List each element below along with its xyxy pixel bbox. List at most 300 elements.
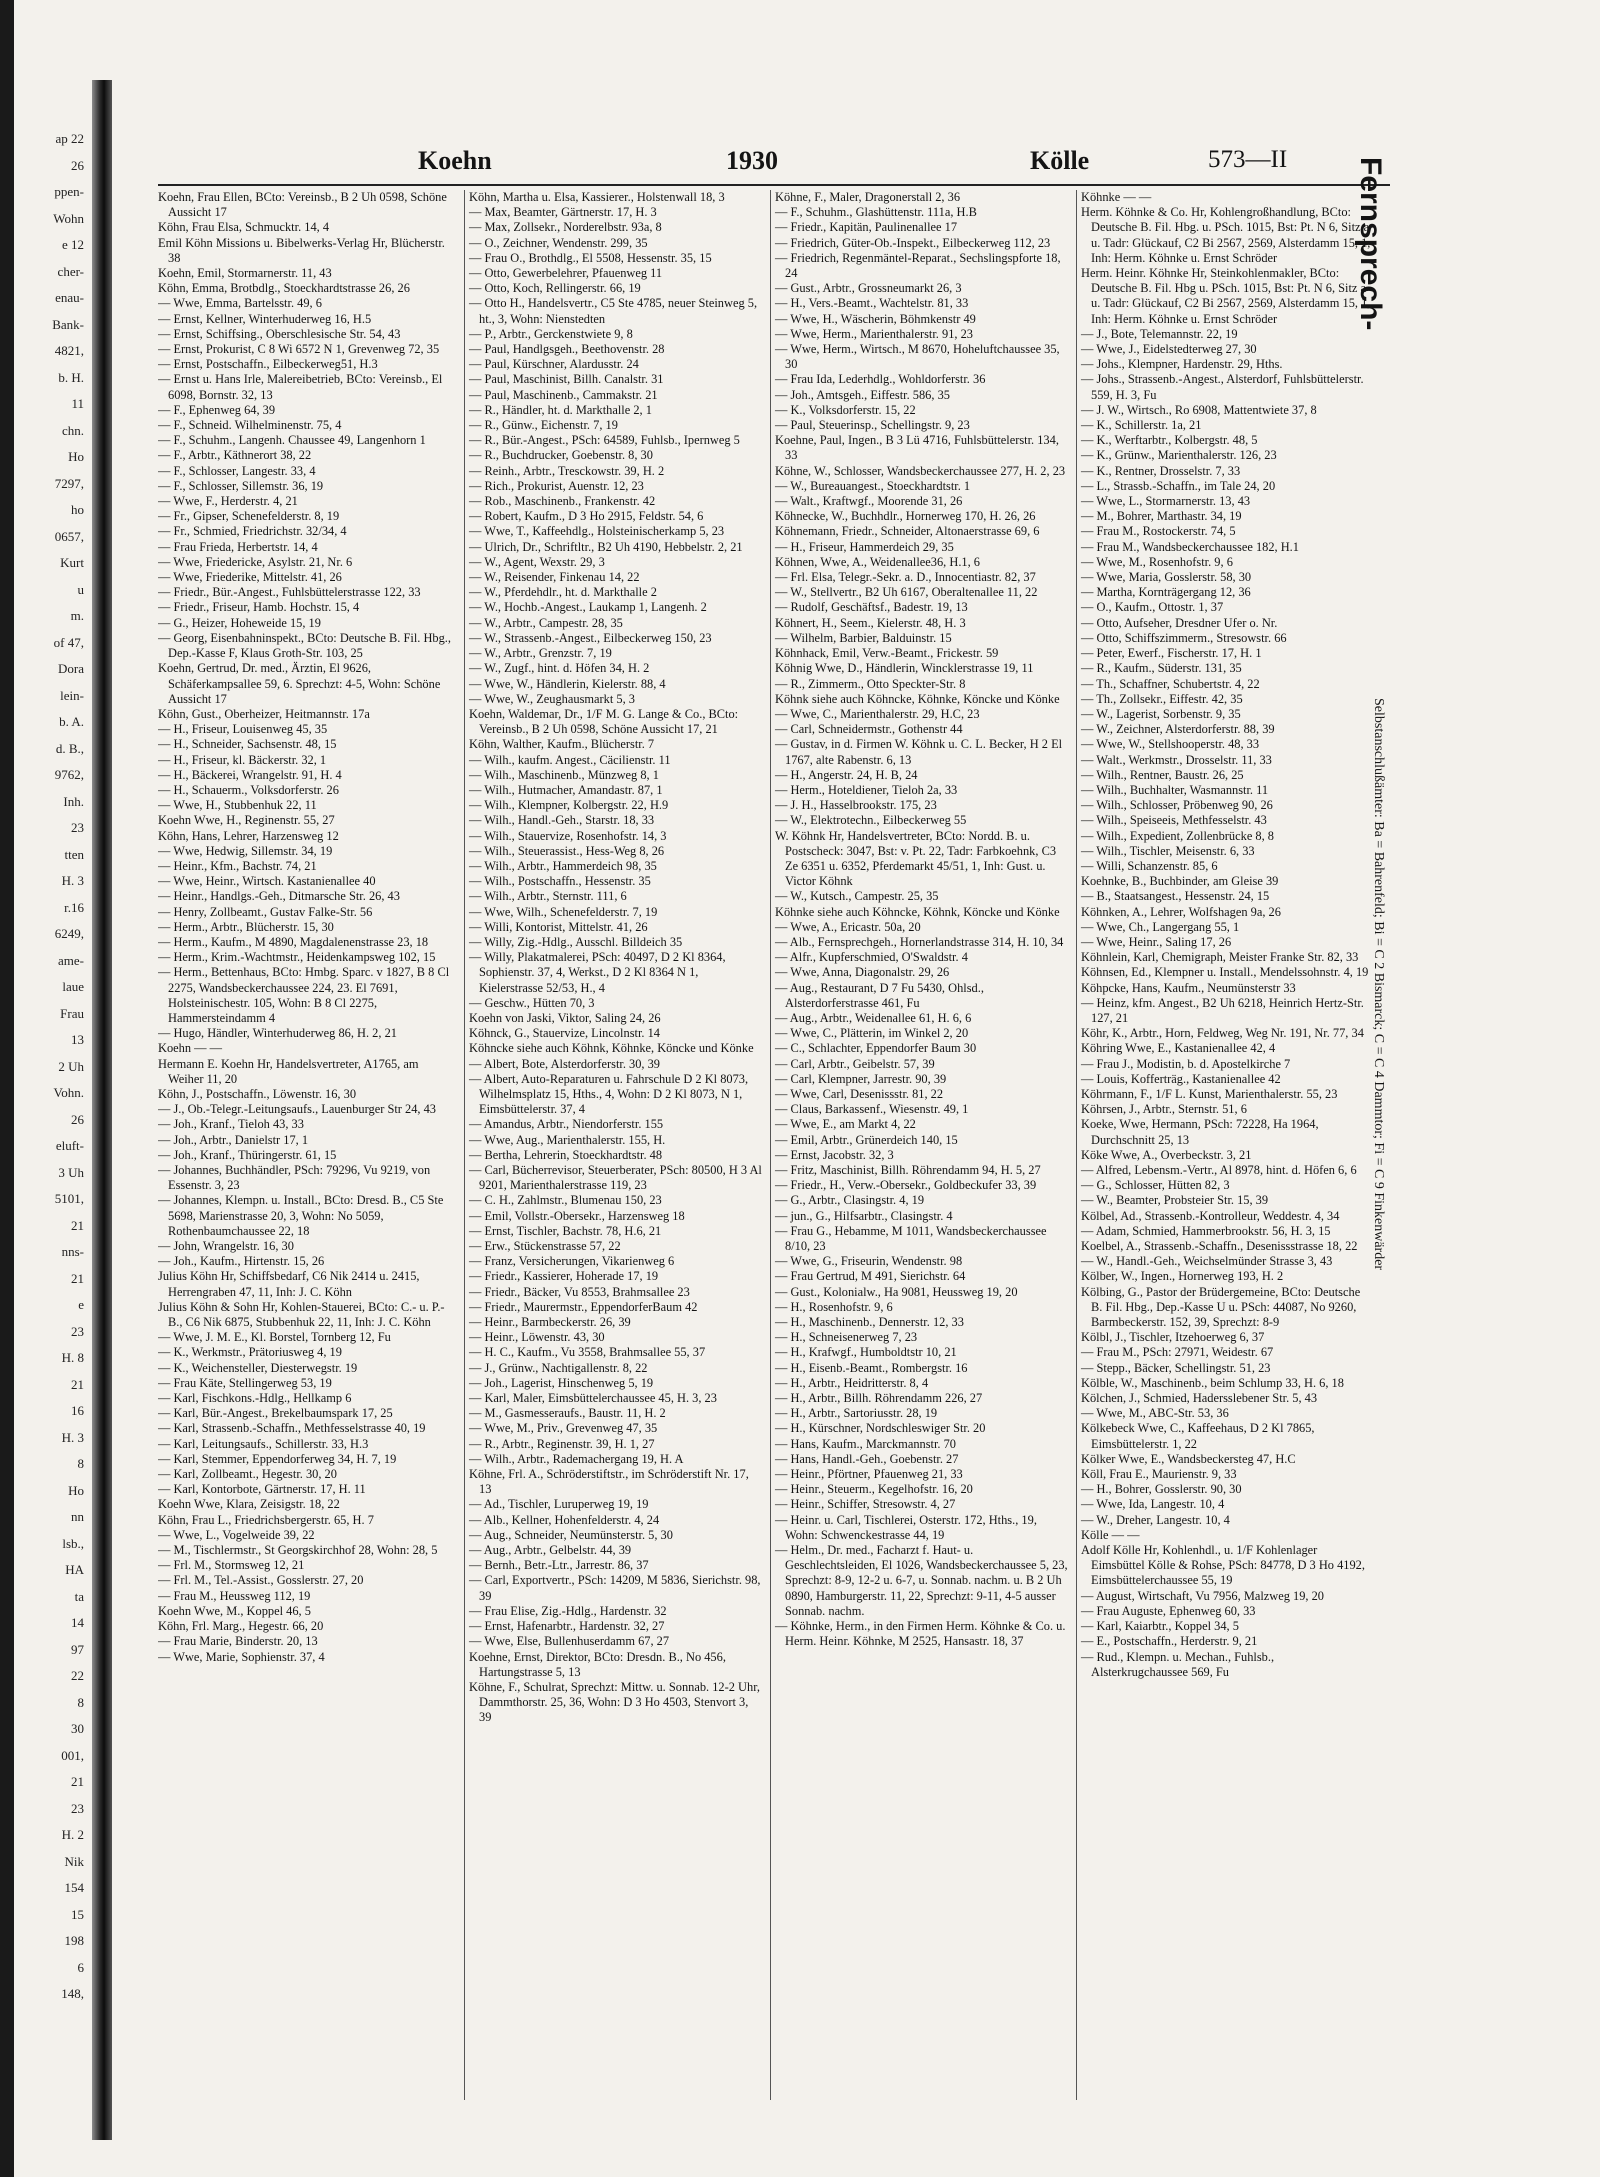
directory-entry: — J., Ob.-Telegr.-Leitungsaufs., Lauenburger Str 24, 43	[158, 1102, 436, 1117]
directory-entry: — W., Strassenb.-Angest., Eilbeckerweg 150, 23	[469, 630, 712, 645]
directory-entry: — G., Heizer, Hoheweide 15, 19	[158, 615, 321, 630]
page-number: 573—II	[1208, 146, 1288, 173]
directory-entry: — M., Bohrer, Marthastr. 34, 19	[1081, 509, 1242, 524]
directory-entry: Köll, Frau E., Maurienstr. 9, 33	[1081, 1467, 1237, 1482]
directory-entry: — H., Maschinenb., Dennerstr. 12, 33	[775, 1315, 964, 1330]
directory-entry: — Johs., Klempner, Hardenstr. 29, Hths.	[1081, 357, 1283, 372]
directory-entry: — Wwe, L., Vogelweide 39, 22	[158, 1527, 315, 1542]
directory-entry: — Ernst, Prokurist, C 8 Wi 6572 N 1, Grevenweg 72, 35	[158, 342, 440, 357]
directory-entry: — Wwe, Carl, Desenissstr. 81, 22	[775, 1086, 944, 1101]
directory-columns	[158, 190, 1390, 2100]
directory-entry: Kölbing, G., Pastor der Brüdergemeine, BCto: Deutsche B. Fil. Hbg., Dep.-Kasse U u. PSch: 44087, No 9260, Barmbeckerstr. 152, 39, Sprechzt: 8-9	[1081, 1284, 1361, 1330]
directory-entry: — Aug., Schneider, Neumünsterstr. 5, 30	[469, 1527, 673, 1542]
prev-page-line: Vohn.	[53, 1085, 84, 1100]
prev-page-line: ap 22	[55, 131, 84, 146]
directory-entry: — H., Vers.-Beamt., Wachtelstr. 81, 33	[775, 296, 969, 311]
directory-entry: — Herm., Bettenhaus, BCto: Hmbg. Sparc. v 1827, B 8 Cl 2275, Wandsbeckerchaussee 224, 23. El 7691, Holsteinischestr. 105, Wohn: B 8 Cl 2275, Hammersteindamm 4	[158, 965, 450, 1025]
directory-entry: Köhnig Wwe, D., Händlerin, Wincklerstrasse 19, 11	[775, 661, 1034, 676]
directory-entry: — R., Händler, ht. d. Markthalle 2, 1	[469, 402, 652, 417]
directory-entry: — Frau M., Rostockerstr. 74, 5	[1081, 524, 1236, 539]
directory-entry: — F., Schlosser, Langestr. 33, 4	[158, 463, 316, 478]
prev-page-line: 22	[71, 1668, 84, 1683]
directory-entry: — Paul, Maschinenb., Cammakstr. 21	[469, 387, 658, 402]
directory-entry: — Paul, Maschinist, Billh. Canalstr. 31	[469, 372, 664, 387]
directory-entry: — Wwe, M., Priv., Grevenweg 47, 35	[469, 1421, 658, 1436]
directory-entry: — Wwe, F., Herderstr. 4, 21	[158, 494, 298, 509]
directory-entry: — Karl, Kaiarbtr., Koppel 34, 5	[1081, 1619, 1239, 1634]
directory-entry: — August, Wirtschaft, Vu 7956, Malzweg 19, 20	[1081, 1588, 1324, 1603]
directory-entry: — Wwe, Maria, Gosslerstr. 58, 30	[1081, 570, 1252, 585]
directory-entry: — Friedr., Bäcker, Vu 8553, Brahmsallee 23	[469, 1284, 690, 1299]
prev-page-line: nn	[71, 1509, 84, 1524]
directory-entry: — H., Krafwgf., Humboldtstr 10, 21	[775, 1345, 957, 1360]
directory-entry: — Karl, Kontorbote, Gärtnerstr. 17, H. 11	[158, 1482, 366, 1497]
directory-entry: — Bertha, Lehrerin, Stoeckhardtstr. 48	[469, 1147, 663, 1162]
directory-entry: — Frau Marie, Binderstr. 20, 13	[158, 1634, 318, 1649]
directory-entry: — W., Hochb.-Angest., Laukamp 1, Langenh. 2	[469, 600, 707, 615]
directory-entry: — Walt., Kraftwgf., Moorende 31, 26	[775, 494, 963, 509]
directory-entry: — Wwe, Heinr., Saling 17, 26	[1081, 934, 1232, 949]
directory-entry: Emil Köhn Missions u. Bibelwerks-Verlag Hr, Blücherstr. 38	[158, 235, 445, 265]
directory-entry: Kölkebeck Wwe, C., Kaffeehaus, D 2 Kl 7865, Eimsbüttelerstr. 1, 22	[1081, 1421, 1315, 1451]
directory-entry: — Th., Zollsekr., Eiffestr. 42, 35	[1081, 691, 1243, 706]
directory-entry: — Wilh., Rentner, Baustr. 26, 25	[1081, 767, 1244, 782]
directory-entry: Kölker Wwe, E., Wandsbeckersteg 47, H.C	[1081, 1451, 1296, 1466]
directory-entry: — Wilh., Klempner, Kolbergstr. 22, H.9	[469, 798, 669, 813]
directory-entry: — Ernst u. Hans Irle, Malereibetrieb, BCto: Vereinsb., El 6098, Bornstr. 32, 13	[158, 372, 443, 402]
directory-entry: — H., Eisenb.-Beamt., Rombergstr. 16	[775, 1360, 968, 1375]
column-3	[770, 190, 1069, 2100]
directory-entry: Julius Köhn & Sohn Hr, Kohlen-Stauerei, BCto: C.- u. P.-B., C6 Nik 6875, Stubbenhuk 22, 11, Inh: J. C. Köhn	[158, 1299, 445, 1330]
prev-page-line: 0657,	[54, 528, 84, 544]
directory-entry: — Albert, Bote, Alsterdorferstr. 30, 39	[469, 1056, 660, 1071]
directory-entry: — Fr., Schmied, Friedrichstr. 32/34, 4	[158, 524, 347, 539]
directory-entry: Koehnke, B., Buchbinder, am Gleise 39	[1081, 874, 1279, 889]
directory-entry: — Friedr., Friseur, Hamb. Hochstr. 15, 4	[158, 600, 360, 615]
directory-entry: — Wilh., Expedient, Zollenbrücke 8, 8	[1081, 828, 1275, 843]
prev-page-line: 21	[71, 1270, 84, 1286]
directory-entry: Koehn Wwe, Klara, Zeisigstr. 18, 22	[158, 1497, 340, 1512]
directory-entry: — Johs., Strassenb.-Angest., Alsterdorf, Fuhlsbüttelerstr. 559, H. 3, Fu	[1081, 372, 1364, 402]
directory-entry: — Erw., Stückenstrasse 57, 22	[469, 1239, 621, 1254]
directory-entry: Köhncke siehe auch Köhnk, Köhnke, Köncke und Könke	[469, 1041, 754, 1056]
directory-entry: Kölbel, Ad., Strassenb.-Kontrolleur, Weddestr. 4, 34	[1081, 1208, 1340, 1223]
directory-entry: — Wwe, Hedwig, Sillemstr. 34, 19	[158, 843, 333, 858]
directory-entry: — O., Kaufm., Ottostr. 1, 37	[1081, 600, 1224, 615]
directory-entry: — Helm., Dr. med., Facharzt f. Haut- u. Geschlechtsleiden, El 1026, Wandsbeckerchaussee 5, 23, Sprechzt: 8-9, 12-2 u. 6-7, u. Sonnab. nachm. u. B 2 Uh 0890, Hamburgerstr. 11, 22, Sprechzt: 9-11, 4-5 ausser Sonnab. nachm.	[775, 1543, 1068, 1618]
directory-entry: — Frl. Elsa, Telegr.-Sekr. a. D., Innocentiastr. 82, 37	[775, 570, 1036, 585]
directory-entry: — Heinr. u. Carl, Tischlerei, Osterstr. 172, Hths., 19, Wohn: Schwenckestrasse 44, 19	[775, 1512, 1037, 1542]
directory-entry: — Wwe, W., Zeughausmarkt 5, 3	[469, 691, 635, 706]
directory-entry: — Rich., Prokurist, Auenstr. 12, 23	[469, 478, 644, 493]
directory-entry: — Emil, Vollstr.-Obersekr., Harzensweg 18	[469, 1208, 685, 1223]
directory-entry: — Wwe, H., Stubbenhuk 22, 11	[158, 798, 317, 813]
prev-page-line: H. 3	[61, 1429, 84, 1445]
directory-entry: — Joh., Kaufm., Hirtenstr. 15, 26	[158, 1254, 325, 1269]
prev-page-line: Bank-	[52, 316, 84, 332]
directory-entry: — W., Stellvertr., B2 Uh 6167, Oberaltenallee 11, 22	[775, 585, 1038, 600]
directory-entry: — M., Tischlermstr., St Georgskirchhof 28, Wohn: 28, 5	[158, 1543, 438, 1558]
prev-page-line: ta	[74, 1588, 84, 1604]
directory-entry: — G., Schlosser, Hütten 82, 3	[1081, 1178, 1230, 1193]
directory-entry: — W., Elektrotechn., Eilbeckerweg 55	[775, 813, 967, 828]
directory-entry: — Friedrich, Güter-Ob.-Inspekt., Eilbeckerweg 112, 23	[775, 235, 1051, 250]
directory-entry: Köhnlein, Karl, Chemigraph, Meister Franke Str. 82, 33	[1081, 950, 1359, 965]
directory-entry: — Carl, Schneidermstr., Gothenstr 44	[775, 722, 963, 737]
directory-entry: — Bernh., Betr.-Ltr., Jarrestr. 86, 37	[469, 1558, 649, 1573]
directory-entry: — W., Arbtr., Campestr. 28, 35	[469, 615, 623, 630]
directory-entry: — Geschw., Hütten 70, 3	[469, 995, 595, 1010]
directory-entry: — W., Handl.-Geh., Weichselmünder Strasse 3, 43	[1081, 1254, 1333, 1269]
side-margin-label	[1350, 157, 1400, 2090]
directory-entry: — W., Reisender, Finkenau 14, 22	[469, 570, 640, 585]
prev-page-line: tten	[64, 846, 84, 862]
directory-entry: — Wwe, G., Friseurin, Wendenstr. 98	[775, 1254, 963, 1269]
directory-entry: — Emil, Arbtr., Grünerdeich 140, 15	[775, 1132, 958, 1147]
directory-entry: — J., Grünw., Nachtigallenstr. 8, 22	[469, 1360, 648, 1375]
header-year: 1930	[726, 146, 778, 175]
directory-entry: — K., Rentner, Drosselstr. 7, 33	[1081, 463, 1241, 478]
directory-entry: — Aug., Arbtr., Weidenallee 61, H. 6, 6	[775, 1010, 972, 1025]
directory-entry: — B., Staatsangest., Hessenstr. 24, 15	[1081, 889, 1270, 904]
directory-entry: — H., Arbtr., Heidritterstr. 8, 4	[775, 1375, 929, 1390]
side-legend: Selbstanschlußämter: Ba = Bahrenfeld; Bi = C 2 Bismarck; C = C 4 Dammtor; Fi = C 9 Finkenwärder	[1371, 698, 1386, 1271]
directory-entry: — Ad., Tischler, Luruperweg 19, 19	[469, 1497, 649, 1512]
directory-entry: — Fritz, Maschinist, Billh. Röhrendamm 94, H. 5, 27	[775, 1163, 1041, 1177]
directory-entry: — W., Pferdehdlr., ht. d. Markthalle 2	[469, 585, 657, 600]
directory-entry: — K., Grünw., Marienthalerstr. 126, 23	[1081, 448, 1277, 463]
directory-entry: Köhrmann, F., 1/F L. Kunst, Marienthalerstr. 55, 23	[1081, 1086, 1338, 1101]
directory-entry: — Karl, Zollbeamt., Hegestr. 30, 20	[158, 1467, 337, 1482]
prev-page-line: Ho	[68, 1482, 84, 1498]
directory-entry: Köhnk siehe auch Köhncke, Köhnke, Köncke und Könke	[775, 691, 1060, 706]
directory-entry: — jun., G., Hilfsarbtr., Clasingstr. 4	[775, 1208, 953, 1223]
directory-entry: Koehn, Frau Ellen, BCto: Vereinsb., B 2 Uh 0598, Schöne Aussicht 17	[158, 190, 447, 220]
directory-entry: — Peter, Ewerf., Fischerstr. 17, H. 1	[1081, 646, 1262, 661]
prev-page-line: 198	[64, 1933, 84, 1948]
prev-page-line: r.16	[64, 899, 84, 915]
prev-page-line: 8	[77, 1694, 84, 1710]
directory-entry: — Wilh., Maschinenb., Münzweg 8, 1	[469, 767, 659, 782]
directory-entry: Koehn, Emil, Stormarnerstr. 11, 43	[158, 266, 332, 281]
directory-entry: — Carl, Exportvertr., PSch: 14209, M 5836, Sierichstr. 98, 39	[469, 1573, 761, 1603]
prev-page-line: 15	[71, 1906, 84, 1922]
prev-page-line: 9762,	[54, 767, 84, 782]
directory-page	[118, 120, 1400, 2150]
directory-entry: — G., Arbtr., Clasingstr. 4, 19	[775, 1193, 925, 1208]
prev-page-line: 26	[71, 157, 84, 173]
directory-entry: Köhring Wwe, E., Kastanienallee 42, 4	[1081, 1041, 1276, 1056]
directory-entry: Köhne, W., Schlosser, Wandsbeckerchaussee 277, H. 2, 23	[775, 463, 1066, 478]
directory-entry: Köhn, Hans, Lehrer, Harzensweg 12	[158, 828, 339, 843]
prev-page-line: 8	[77, 1456, 84, 1471]
prev-page-line: ppen-	[54, 184, 84, 199]
directory-entry: Köhnhack, Emil, Verw.-Beamt., Frickestr. 59	[775, 646, 999, 661]
prev-page-line: HA	[65, 1562, 84, 1577]
directory-entry: — P., Arbtr., Gerckenstwiete 9, 8	[469, 326, 633, 341]
directory-entry: — H., Rosenhofstr. 9, 6	[775, 1299, 893, 1314]
prev-page-line: 21	[71, 1774, 84, 1789]
directory-entry: — Aug., Restaurant, D 7 Fu 5430, Ohlsd., Alsterdorferstrasse 461, Fu	[775, 980, 984, 1010]
directory-entry: — W., Arbtr., Grenzstr. 7, 19	[469, 646, 612, 661]
directory-entry: — Karl, Fischkons.-Hdlg., Hellkamp 6	[158, 1391, 352, 1406]
prev-page-line: Nik	[64, 1853, 84, 1869]
directory-entry: — Wwe, Wilh., Schenefelderstr. 7, 19	[469, 904, 658, 919]
directory-entry: Köhnecke, W., Buchhdlr., Hornerweg 170, H. 26, 26	[775, 509, 1036, 524]
directory-entry: Herm. Heinr. Köhnke Hr, Steinkohlenmakler, BCto: Deutsche B. Fil. Hbg u. PSch. 1015, Bst: Pt. N 6, Sitz a u. Tadr: Glückauf, C2 Bi 2567, 2569, Alsterdamm 15, 1, Inh: Herm. Köhnke u. Ernst Schröder	[1081, 266, 1371, 326]
directory-entry: — W., Dreher, Langestr. 10, 4	[1081, 1512, 1230, 1527]
directory-entry: — Reinh., Arbtr., Tresckowstr. 39, H. 2	[469, 463, 665, 478]
directory-entry: Köhnemann, Friedr., Schneider, Altonaerstrasse 69, 6	[775, 524, 1040, 539]
directory-entry: — Friedr., Maurermstr., EppendorferBaum 42	[469, 1299, 698, 1314]
prev-page-line: 14	[71, 1615, 84, 1630]
directory-entry: — Frau Frieda, Herbertstr. 14, 4	[158, 539, 318, 554]
directory-entry: — Wwe, M., Rosenhofstr. 9, 6	[1081, 554, 1233, 569]
prev-page-line: of 47,	[53, 634, 84, 650]
directory-entry: — Wilh., Handl.-Geh., Starstr. 18, 33	[469, 813, 655, 828]
prev-page-line: nns-	[61, 1244, 84, 1259]
directory-entry: — Frau O., Brothdlg., El 5508, Hessenstr. 35, 15	[469, 250, 712, 265]
directory-entry: — Alfr., Kupferschmied, O'Swaldstr. 4	[775, 950, 968, 965]
directory-entry: — H., Friseur, kl. Bäckerstr. 32, 1	[158, 752, 327, 767]
directory-entry: — Hans, Kaufm., Marckmannstr. 70	[775, 1436, 957, 1451]
directory-entry: Köhnsen, Ed., Klempner u. Install., Mendelssohnstr. 4, 19	[1081, 965, 1369, 980]
directory-entry: — Frau Käte, Stellingerweg 53, 19	[158, 1375, 332, 1390]
directory-entry: — Carl, Klempner, Jarrestr. 90, 39	[775, 1071, 947, 1086]
prev-page-line: 148,	[61, 1986, 84, 2001]
prev-page-line: e	[78, 1297, 84, 1312]
directory-entry: Kölbl, J., Tischler, Itzehoerweg 6, 37	[1081, 1330, 1265, 1345]
directory-entry: — Wwe, C., Plätterin, im Winkel 2, 20	[775, 1026, 969, 1041]
prev-page-line: Inh.	[63, 793, 84, 809]
prev-page-line: H. 2	[61, 1827, 84, 1842]
directory-entry: — F., Schlosser, Sillemstr. 36, 19	[158, 478, 324, 493]
directory-entry: — R., Arbtr., Reginenstr. 39, H. 1, 27	[469, 1436, 655, 1451]
prev-page-line: laue	[62, 979, 84, 994]
directory-entry: — Frau J., Modistin, b. d. Apostelkirche 7	[1081, 1056, 1291, 1071]
directory-entry: — W., Beamter, Probsteier Str. 15, 39	[1081, 1193, 1269, 1208]
directory-entry: — Willy, Zig.-Hdlg., Ausschl. Billdeich 35	[469, 934, 683, 949]
directory-entry: Koehn Wwe, H., Reginenstr. 55, 27	[158, 813, 335, 828]
directory-entry: — H., Kürschner, Nordschleswiger Str. 20	[775, 1421, 986, 1436]
directory-entry: — Herm., Kaufm., M 4890, Magdalenenstrasse 23, 18	[158, 934, 429, 949]
directory-entry: — Heinr., Löwenstr. 43, 30	[469, 1330, 605, 1345]
directory-entry: — Friedr., Kassierer, Hoherade 17, 19	[469, 1269, 659, 1284]
directory-entry: Köke Wwe, A., Overbeckstr. 3, 21	[1081, 1147, 1252, 1162]
prev-page-line: Dora	[58, 661, 84, 676]
header-first-name: Koehn	[418, 146, 492, 175]
directory-entry: — C. H., Zahlmstr., Blumenau 150, 23	[469, 1193, 662, 1208]
directory-entry: Koehn von Jaski, Viktor, Saling 24, 26	[469, 1010, 661, 1025]
directory-entry: — Heinr., Steuerm., Kegelhofstr. 16, 20	[775, 1482, 973, 1497]
directory-entry: — K., Werkmstr., Prätoriusweg 4, 19	[158, 1345, 342, 1360]
directory-entry: — Max, Beamter, Gärtnerstr. 17, H. 3	[469, 205, 657, 220]
directory-entry: — F., Schuhm., Glashüttenstr. 111a, H.B	[775, 205, 977, 220]
prev-page-line: 2 Uh	[58, 1058, 84, 1074]
directory-entry: — Fr., Gipser, Schenefelderstr. 8, 19	[158, 509, 340, 524]
directory-entry: — Karl, Leitungsaufs., Schillerstr. 33, H.3	[158, 1436, 369, 1451]
directory-entry: — Otto, Aufseher, Dresdner Ufer o. Nr.	[1081, 615, 1278, 630]
prev-page-line: Kurt	[60, 555, 84, 570]
directory-entry: Köhn, Gust., Oberheizer, Heitmannstr. 17a	[158, 706, 370, 721]
directory-entry: — H., Friseur, Hammerdeich 29, 35	[775, 539, 954, 554]
directory-entry: — Friedrich, Regenmäntel-Reparat., Sechslingspforte 18, 24	[775, 250, 1061, 281]
directory-entry: Koehn — —	[158, 1041, 223, 1056]
directory-entry: — Friedr., Bür.-Angest., Fuhlsbüttelerstrasse 122, 33	[158, 585, 421, 600]
directory-entry: — H., Angerstr. 24, H. B, 24	[775, 767, 918, 782]
directory-entry: — Johannes, Buchhändler, PSch: 79296, Vu 9219, von Essenstr. 3, 23	[158, 1163, 431, 1193]
directory-entry: — Max, Zollsekr., Norderelbstr. 93a, 8	[469, 220, 662, 235]
directory-entry: — W., Kutsch., Campestr. 25, 35	[775, 889, 939, 904]
prev-page-line: 5101,	[54, 1191, 84, 1206]
directory-entry: — H., Friseur, Louisenweg 45, 35	[158, 722, 328, 737]
prev-page-line: e 12	[61, 237, 84, 252]
directory-entry: — Henry, Zollbeamt., Gustav Falke-Str. 56	[158, 904, 373, 919]
directory-entry: Julius Köhn Hr, Schiffsbedarf, C6 Nik 2414 u. 2415, Herrengraben 47, 11, Inh: J. C. Köhn	[158, 1269, 420, 1299]
directory-entry: Kölle — —	[1081, 1527, 1140, 1542]
directory-entry: — Alb., Kellner, Hohenfelderstr. 4, 24	[469, 1512, 660, 1527]
directory-entry: — Joh., Kranf., Thüringerstr. 61, 15	[158, 1147, 337, 1162]
directory-entry: — K., Weichensteller, Diesterwegstr. 19	[158, 1360, 358, 1375]
directory-entry: — Adam, Schmied, Hammerbrookstr. 56, H. 3, 15	[1081, 1223, 1331, 1238]
directory-entry: Köhr, K., Arbtr., Horn, Feldweg, Weg Nr. 191, Nr. 77, 34	[1081, 1026, 1364, 1041]
prev-page-line: lein-	[60, 687, 84, 703]
directory-entry: — F., Ephenweg 64, 39	[158, 402, 276, 417]
directory-entry: — Alb., Fernsprechgeh., Hornerlandstrasse 314, H. 10, 34	[775, 934, 1064, 949]
directory-entry: — Stepp., Bäcker, Schellingstr. 51, 23	[1081, 1360, 1271, 1375]
directory-entry: — Otto H., Handelsvertr., C5 Ste 4785, neuer Steinweg 5, ht., 3, Wohn: Nienstedten	[469, 296, 758, 326]
directory-entry: — J., Bote, Telemannstr. 22, 19	[1081, 326, 1238, 341]
directory-entry: Adolf Kölle Hr, Kohlenhdl., u. 1/F Kohlenlager Eimsbüttel Kölle & Rohse, PSch: 84778, D 3 Ho 4192, Eimsbüttelerchaussee 55, 19	[1081, 1543, 1365, 1588]
prev-page-line: 23	[71, 1800, 84, 1816]
directory-entry: Köhne, F., Maler, Dragonerstall 2, 36	[775, 190, 961, 204]
directory-entry: Köhnen, Wwe, A., Weidenallee36, H.1, 6	[775, 554, 981, 569]
directory-entry: Köhrsen, J., Arbtr., Sternstr. 51, 6	[1081, 1102, 1247, 1117]
directory-entry: Köhnken, A., Lehrer, Wolfshagen 9a, 26	[1081, 904, 1281, 919]
scan-edge	[0, 0, 14, 2177]
prev-page-line: 6	[77, 1959, 84, 1975]
directory-entry: — M., Gasmesseraufs., Baustr. 11, H. 2	[469, 1406, 666, 1421]
directory-entry: — Rob., Maschinenb., Frankenstr. 42	[469, 494, 656, 509]
directory-entry: — Carl, Arbtr., Geibelstr. 57, 39	[775, 1056, 935, 1071]
directory-entry: — Otto, Schiffszimmerm., Stresowstr. 66	[1081, 630, 1287, 645]
prev-page-line: u	[77, 581, 84, 597]
directory-entry: — H., Schauerm., Volksdorferstr. 26	[158, 782, 339, 797]
directory-entry: — F., Arbtr., Käthnerort 38, 22	[158, 448, 312, 463]
directory-entry: — Robert, Kaufm., D 3 Ho 2915, Feldstr. 54, 6	[469, 509, 704, 524]
prev-page-line: 30	[71, 1721, 84, 1736]
directory-entry: — H., Schneider, Sachsenstr. 48, 15	[158, 737, 337, 752]
prev-page-line: 23	[71, 820, 84, 835]
prev-page-line: eluft-	[55, 1138, 84, 1153]
prev-page-line: Wohn	[53, 210, 84, 226]
directory-entry: — Heinr., Schiffer, Stresowstr. 4, 27	[775, 1497, 956, 1512]
directory-entry: — Walt., Werkmstr., Drosselstr. 11, 33	[1081, 752, 1272, 767]
prev-page-line: 001,	[61, 1747, 84, 1763]
directory-entry: Kölber, W., Ingen., Hornerweg 193, H. 2	[1081, 1269, 1284, 1284]
directory-entry: — Heinr., Handlgs.-Geh., Ditmarsche Str. 26, 43	[158, 889, 400, 904]
column-2	[464, 190, 763, 2100]
directory-entry: — Joh., Kranf., Tieloh 43, 33	[158, 1117, 304, 1132]
directory-entry: — Louis, Kofferträg., Kastanienallee 42	[1081, 1071, 1281, 1086]
prev-page-line: cher-	[57, 263, 84, 279]
directory-entry: — H., Arbtr., Sartoriusstr. 28, 19	[775, 1406, 938, 1421]
directory-entry: — John, Wrangelstr. 16, 30	[158, 1239, 294, 1254]
directory-entry: — Wwe, Anna, Diagonalstr. 29, 26	[775, 965, 950, 980]
directory-entry: Köhn, Walther, Kaufm., Blücherstr. 7	[469, 737, 655, 752]
prev-page-line: m.	[70, 608, 84, 623]
directory-entry: — Frau M., PSch: 27971, Weidestr. 67	[1081, 1345, 1274, 1360]
directory-entry: — H., Schneisenerweg 7, 23	[775, 1330, 918, 1345]
directory-entry: Köhnke — —	[1081, 190, 1152, 204]
directory-entry: Köhn, Emma, Brotbdlg., Stoeckhardtstrasse 26, 26	[158, 281, 410, 296]
directory-entry: Köhn, J., Postschaffn., Löwenstr. 16, 30	[158, 1086, 357, 1101]
directory-entry: — Frau M., Wandsbeckerchaussee 182, H.1	[1081, 539, 1299, 554]
directory-entry: — Georg, Eisenbahninspekt., BCto: Deutsche B. Fil. Hbg., Dep.-Kasse F, Klaus Groth-Str. 103, 25	[158, 630, 451, 661]
directory-entry: — Wwe, J., Eidelstedterweg 27, 30	[1081, 342, 1257, 357]
directory-entry: — Wwe, Friederike, Mittelstr. 41, 26	[158, 570, 342, 585]
directory-entry: — R., Günw., Eichenstr. 7, 19	[469, 418, 618, 433]
directory-entry: — Claus, Barkassenf., Wiesenstr. 49, 1	[775, 1102, 969, 1117]
directory-entry: — Ernst, Jacobstr. 32, 3	[775, 1147, 894, 1162]
directory-entry: — Th., Schaffner, Schubertstr. 4, 22	[1081, 676, 1260, 691]
directory-entry: Kölble, W., Maschinenb., beim Schlump 33, H. 6, 18	[1081, 1375, 1344, 1390]
directory-entry: — Ernst, Postschaffn., Eilbeckerweg51, H.3	[158, 357, 378, 372]
directory-entry: — Albert, Auto-Reparaturen u. Fahrschule D 2 Kl 8073, Wilhelmsplatz 15, Hths., 4, Wohn: D 2 Kl 8073, N 1, Eimsbüttelerstr. 37, 4	[469, 1071, 749, 1117]
directory-entry: — F., Schneid. Wilhelminenstr. 75, 4	[158, 418, 342, 433]
prev-page-line: H. 3	[61, 873, 84, 888]
directory-entry: — Willi, Kontorist, Mittelstr. 41, 26	[469, 919, 648, 934]
directory-entry: — W., Zeichner, Alsterdorferstr. 88, 39	[1081, 722, 1275, 737]
directory-entry: Köhn, Frl. Marg., Hegestr. 66, 20	[158, 1619, 324, 1634]
directory-entry: — R., Bür.-Angest., PSch: 64589, Fuhlsb., Ipernweg 5	[469, 433, 740, 448]
directory-entry: — C., Schlachter, Eppendorfer Baum 30	[775, 1041, 977, 1056]
directory-entry: — Köhnke, Herm., in den Firmen Herm. Köhnke & Co. u. Herm. Heinr. Köhnke, M 2525, Hansastr. 18, 37	[775, 1619, 1066, 1649]
directory-entry: — Wwe, Emma, Bartelsstr. 49, 6	[158, 296, 322, 311]
directory-entry: — Frau Auguste, Ephenweg 60, 33	[1081, 1603, 1256, 1618]
directory-entry: — K., Schillerstr. 1a, 21	[1081, 418, 1202, 433]
prev-page-line: H. 8	[61, 1350, 84, 1365]
prev-page-line: ame-	[58, 952, 84, 968]
directory-entry: Herm. Köhnke & Co. Hr, Kohlengroßhandlung, BCto: Deutsche B. Fil. Hbg. u. PSch. 1015, Bst: Pt. N 6, Sitz a u. Tadr: Glückauf, C2 Bi 2567, 2569, Alsterdamm 15, 1, Inh: Herm. Köhnke u. Ernst Schröder	[1081, 205, 1371, 265]
prev-page-line: 26	[71, 1111, 84, 1127]
directory-entry: — Frau G., Hebamme, M 1011, Wandsbeckerchaussee 8/10, 23	[775, 1223, 1047, 1254]
directory-entry: — Hugo, Händler, Winterhuderweg 86, H. 2, 21	[158, 1026, 397, 1041]
directory-entry: — E., Postschaffn., Herderstr. 9, 21	[1081, 1634, 1258, 1649]
prev-page-line: chn.	[61, 422, 84, 438]
prev-page-line: 4821,	[54, 343, 84, 358]
directory-entry: Koehn Wwe, M., Koppel 46, 5	[158, 1603, 311, 1618]
directory-entry: — Ulrich, Dr., Schriftltr., B2 Uh 4190, Hebbelstr. 2, 21	[469, 539, 743, 554]
directory-entry: — J. H., Hasselbrookstr. 175, 23	[775, 798, 937, 813]
directory-entry: Köhn, Frau Elsa, Schmucktr. 14, 4	[158, 220, 330, 235]
directory-entry: — R., Kaufm., Süderstr. 131, 35	[1081, 661, 1242, 676]
directory-entry: — Wwe, H., Wäscherin, Böhmkenstr 49	[775, 311, 976, 326]
directory-entry: — Wilh., Arbtr., Rademachergang 19, H. A	[469, 1451, 684, 1466]
directory-entry: — W., Lagerist, Sorbenstr. 9, 35	[1081, 706, 1241, 721]
directory-entry: — Alfred, Lebensm.-Vertr., Al 8978, hint. d. Höfen 6, 6	[1081, 1163, 1357, 1177]
directory-entry: — H., Bohrer, Gosslerstr. 90, 30	[1081, 1482, 1242, 1497]
directory-entry: — Herm., Krim.-Wachtmstr., Heidenkampsweg 102, 15	[158, 950, 436, 965]
prev-page-line: 21	[71, 1217, 84, 1233]
prev-page-line: 6249,	[54, 926, 84, 941]
directory-entry: — Friedr., H., Verw.-Obersekr., Goldbeckufer 33, 39	[775, 1178, 1037, 1193]
directory-entry: — Rud., Klempn. u. Mechan., Fuhlsb., Alsterkrugchaussee 569, Fu	[1081, 1649, 1275, 1679]
directory-entry: Koehn, Gertrud, Dr. med., Ärztin, El 9626, Schäferkampsallee 59, 6. Sprechzt: 4-5, Wohn: Schöne Aussicht 17	[158, 661, 441, 706]
directory-entry: — Ernst, Schiffsing., Oberschlesische Str. 54, 43	[158, 326, 401, 341]
directory-entry: — Otto, Gewerbelehrer, Pfauenweg 11	[469, 266, 663, 281]
directory-entry: — Gust., Arbtr., Grossneumarkt 26, 3	[775, 281, 962, 296]
